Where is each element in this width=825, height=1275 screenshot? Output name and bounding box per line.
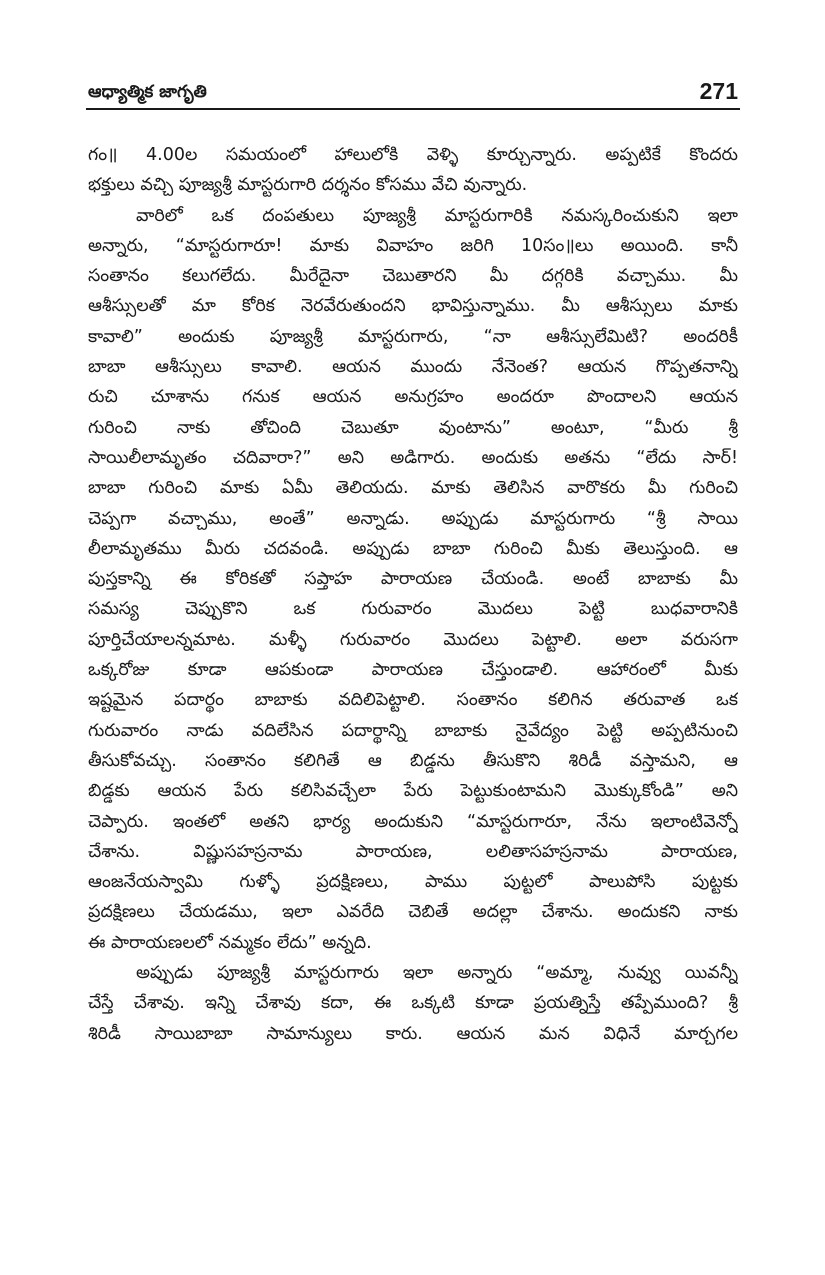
text-line: శిరిడీ సాయిబాబా సామాన్యులు కారు. ఆయన మన విధినే మార్చగల (88, 1023, 738, 1044)
text-line: రుచి చూశాను గనుక ఆయన అనుగ్రహం అందరూ పొందాలని ఆయన (88, 387, 738, 408)
text-line: లీలామృతము మీరు చదవండి. అప్పుడు బాబా గురించి మీకు తెలుస్తుంది. ఆ (88, 538, 738, 559)
text-line: ఇష్టమైన పదార్థం బాబాకు వదిలిపెట్టాలి. సంతానం కలిగిన తరువాత ఒక (88, 690, 738, 711)
text-line: ప్రదక్షిణలు చేయడము, ఇలా ఎవరేది చెబితే అదల్లా చేశాను. అందుకని నాకు (88, 902, 738, 923)
header-divider (86, 108, 740, 110)
text-line: గం॥ 4.00ల సమయంలో హాలులోకి వెళ్ళి కూర్చున్నారు. అప్పటికే కొందరు (88, 145, 738, 165)
text-line: ఆంజనేయస్వామి గుళ్ళో ప్రదక్షిణలు, పాము పుట్టలో పాలుపోసి పుట్టకు (88, 872, 738, 893)
text-line: చెప్పగా వచ్చాము, అంతే” అన్నాడు. అప్పుడు మాస్టరుగారు “శ్రీ సాయి (88, 508, 738, 529)
page-header (88, 80, 738, 108)
text-line: బిడ్డకు ఆయన పేరు కలిసివచ్చేలా పేరు పెట్టుకుంటామని మొక్కుకోండి” అని (88, 781, 738, 802)
text-line: చేశాను. విష్ణుసహస్రనామ పారాయణ, లలితాసహస్రనామ పారాయణ, (88, 841, 738, 862)
text-line: బాబా ఆశీస్సులు కావాలి. ఆయన ముందు నేనెంత? ఆయన గొప్పతనాన్ని (88, 357, 738, 378)
text-line: ఒక్కరోజు కూడా ఆపకుండా పారాయణ చేస్తుండాలి. ఆహారంలో మీకు (88, 660, 738, 681)
text-line: పూర్తిచేయాలన్నమాట. మళ్ళీ గురువారం మొదలు పెట్టాలి. అలా వరుసగా (88, 629, 738, 650)
text-line: చెప్పారు. ఇంతలో అతని భార్య అందుకుని “మాస్టరుగారూ, నేను ఇలాంటివెన్నో (88, 811, 738, 832)
text-line: బాబా గురించి మాకు ఏమీ తెలియదు. మాకు తెలిసిన వారొకరు మీ గురించి (88, 478, 738, 499)
text-line: భక్తులు వచ్చి పూజ్యశ్రీ మాస్టరుగారి దర్శనం కోసము వేచి వున్నారు. (88, 175, 528, 196)
text-line: వారిలో ఒక దంపతులు పూజ్యశ్రీ మాస్టరుగారికి నమస్కరించుకుని ఇలా (136, 205, 738, 226)
text-line: ఆశీస్సులతో మా కోరిక నెరవేరుతుందని భావిస్తున్నాము. మీ ఆశీస్సులు మాకు (88, 296, 738, 317)
text-line: సాయిలీలామృతం చదివారా?” అని అడిగారు. అందుకు అతను “లేదు సార్! (88, 447, 738, 468)
text-line: సంతానం కలుగలేదు. మీరేదైనా చెబుతారని మీ దగ్గరికి వచ్చాము. మీ (88, 266, 738, 287)
page-number: 271 (699, 78, 738, 104)
text-line: తీసుకోవచ్చు. సంతానం కలిగితే ఆ బిడ్డను తీసుకొని శిరిడీ వస్తామని, ఆ (88, 750, 738, 771)
body-text (88, 140, 738, 1049)
text-line: కావాలి” అందుకు పూజ్యశ్రీ మాస్టరుగారు, “నా ఆశీస్సులేమిటి? అందరికీ (88, 326, 738, 347)
text-line: సమస్య చెప్పుకొని ఒక గురువారం మొదలు పెట్టి బుధవారానికి (88, 599, 738, 620)
text-line: గురువారం నాడు వదిలేసిన పదార్థాన్ని బాబాకు నైవేద్యం పెట్టి అప్పటినుంచి (88, 720, 738, 741)
text-line: అప్పుడు పూజ్యశ్రీ మాస్టరుగారు ఇలా అన్నారు “అమ్మా, నువ్వు యివన్నీ (136, 963, 738, 984)
text-line: అన్నారు, “మాస్టరుగారూ! మాకు వివాహం జరిగి 10సం॥లు అయింది. కానీ (88, 235, 738, 256)
text-line: ఈ పారాయణలలో నమ్మకం లేదు” అన్నది. (88, 932, 372, 953)
text-line: చేస్తే చేశావు. ఇన్ని చేశావు కదా, ఈ ఒక్కటి కూడా ప్రయత్నిస్తే తప్పేముంది? శ్రీ (88, 993, 738, 1014)
running-header-title: ఆధ్యాత్మిక జాగృతి (88, 82, 207, 102)
text-line: గురించి నాకు తోచింది చెబుతూ వుంటాను” అంటూ, “మీరు శ్రీ (88, 417, 738, 438)
text-line: పుస్తకాన్ని ఈ కోరికతో సప్తాహ పారాయణ చేయండి. అంటే బాబాకు మీ (88, 569, 738, 590)
